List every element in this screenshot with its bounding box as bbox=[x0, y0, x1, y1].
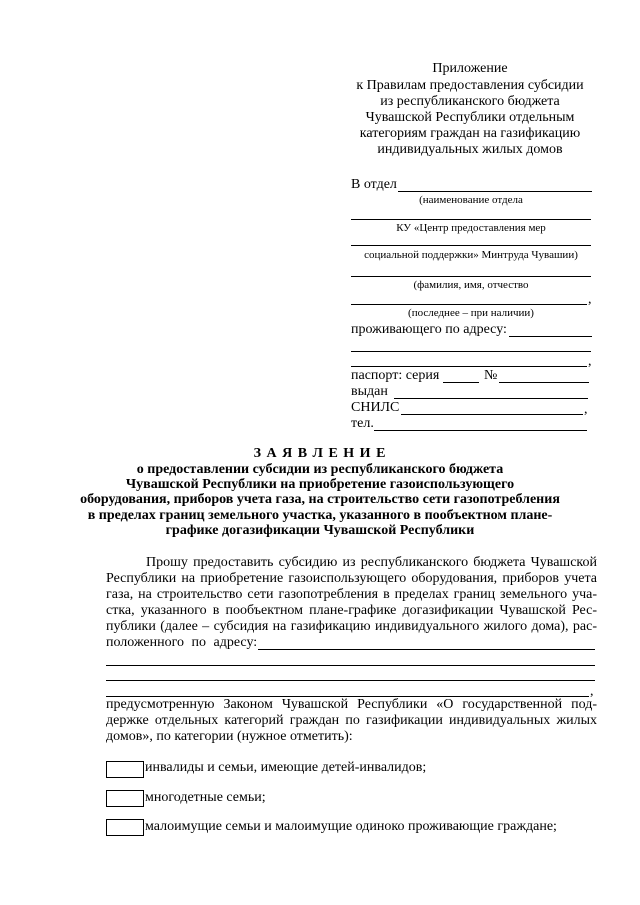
passport-series-label: паспорт: серия bbox=[351, 368, 440, 383]
department-field-line-2[interactable] bbox=[351, 219, 591, 220]
institution-line-1: КУ «Центр предоставления мер bbox=[396, 222, 546, 234]
passport-number-field[interactable] bbox=[499, 382, 589, 383]
paragraph-line: держке отдельных категорий граждан по газификации индивидуальных жилых bbox=[106, 713, 597, 728]
fio-field-line-2[interactable] bbox=[351, 304, 587, 305]
address-field-line-2[interactable] bbox=[351, 351, 591, 352]
title-line: Чувашской Республики на приобретение газоиспользующего bbox=[125, 477, 515, 492]
property-address-field[interactable] bbox=[258, 649, 595, 650]
fio-field[interactable] bbox=[351, 276, 591, 277]
fio-hint-2: (последнее – при наличии) bbox=[408, 307, 534, 319]
snils-label: СНИЛС bbox=[351, 400, 400, 415]
comma: , bbox=[584, 402, 588, 417]
property-address-line-3[interactable] bbox=[106, 680, 595, 681]
paragraph-line: публики (далее – субсидия на газификацию индивидуального жилого дома), рас- bbox=[106, 619, 597, 634]
appendix-line: индивидуальных жилых домов bbox=[377, 142, 563, 157]
department-field-line-3[interactable] bbox=[351, 245, 591, 246]
appendix-line: из республиканского бюджета bbox=[380, 94, 560, 109]
comma: , bbox=[588, 354, 592, 369]
to-department-label: В отдел bbox=[351, 177, 397, 192]
issued-label: выдан bbox=[351, 384, 388, 399]
appendix-line: Приложение bbox=[432, 61, 508, 76]
category-label: малоимущие семьи и малоимущие одиноко проживающие граждане; bbox=[145, 819, 557, 834]
paragraph-line: положенного по адресу: bbox=[106, 635, 258, 650]
title-line: оборудования, приборов учета газа, на строительство сети газопотребления bbox=[80, 492, 560, 507]
department-hint: (наименование отдела bbox=[419, 194, 523, 206]
paragraph-line: стка, указанного в пообъектном плане-графике догазификации Чувашской Рес- bbox=[106, 603, 597, 618]
appendix-line: категориям граждан на газификацию bbox=[359, 126, 581, 141]
title-line: о предоставлении субсидии из республиканского бюджета bbox=[136, 462, 504, 477]
comma: , bbox=[588, 292, 592, 307]
appendix-line: Чувашской Республики отдельным bbox=[365, 110, 575, 125]
address-field-line-3[interactable] bbox=[351, 366, 587, 367]
comma: , bbox=[590, 684, 594, 699]
category-checkbox[interactable] bbox=[106, 819, 144, 836]
issued-field[interactable] bbox=[394, 398, 588, 399]
passport-series-field[interactable] bbox=[443, 382, 479, 383]
phone-field[interactable] bbox=[374, 430, 587, 431]
fio-hint: (фамилия, имя, отчество bbox=[413, 279, 529, 291]
category-checkbox[interactable] bbox=[106, 790, 144, 807]
appendix-line: к Правилам предоставления субсидии bbox=[356, 78, 584, 93]
category-checkbox[interactable] bbox=[106, 761, 144, 778]
title-line: графике догазификации Чувашской Республики bbox=[165, 523, 475, 538]
statement-heading: З А Я В Л Е Н И Е bbox=[253, 446, 387, 461]
phone-label: тел. bbox=[351, 416, 374, 431]
title-line: в пределах границ земельного участка, указанного в пообъектном плане- bbox=[87, 508, 553, 523]
property-address-line-2[interactable] bbox=[106, 665, 595, 666]
paragraph-line: газа, на строительство сети газопотребления в пределах границ земельного уча- bbox=[106, 587, 597, 602]
paragraph-line: предусмотренную Законом Чувашской Республики «О государственной под- bbox=[106, 697, 597, 712]
address-field[interactable] bbox=[509, 336, 592, 337]
institution-line-2: социальной поддержки» Минтруда Чувашии) bbox=[364, 249, 578, 261]
category-label: инвалиды и семьи, имеющие детей-инвалидов; bbox=[145, 760, 427, 775]
snils-field[interactable] bbox=[401, 414, 583, 415]
paragraph-line: Прошу предоставить субсидию из республиканского бюджета Чувашской bbox=[146, 555, 597, 570]
paragraph-line: Республики на приобретение газоиспользующего оборудования, приборов учета bbox=[106, 571, 597, 586]
category-label: многодетные семьи; bbox=[145, 790, 266, 805]
passport-number-label: № bbox=[484, 368, 498, 383]
paragraph-line: домов», по категории (нужное отметить): bbox=[106, 729, 353, 744]
department-field[interactable] bbox=[398, 191, 592, 192]
address-label: проживающего по адресу: bbox=[351, 322, 507, 337]
